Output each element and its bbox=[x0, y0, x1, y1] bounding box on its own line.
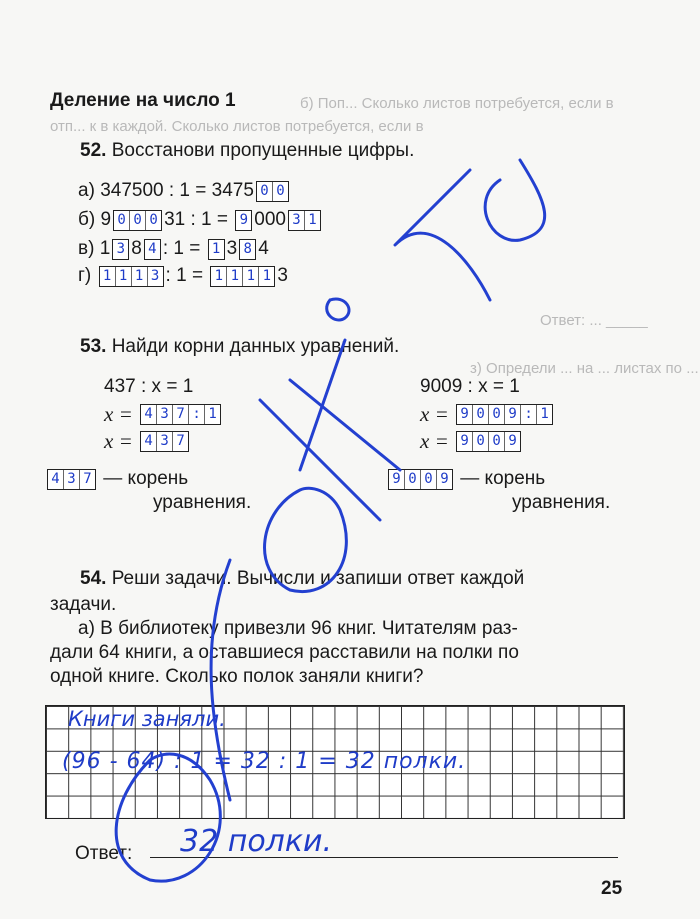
digit-cell: 9 bbox=[239, 211, 248, 228]
digit-cell: 3 bbox=[157, 405, 173, 424]
task-54-a-line2: дали 64 книги, а оставшиеся расставили на полки по bbox=[50, 642, 519, 663]
bleed-text-1: б) Поп... Сколько листов потребуется, если в bbox=[300, 95, 614, 112]
task-54-line2: задачи. bbox=[50, 594, 117, 615]
digit-cell: 0 bbox=[473, 405, 489, 424]
digit-cell: 0 bbox=[473, 432, 489, 451]
digit-cell: 3 bbox=[150, 267, 160, 284]
task-53-text: Найди корни данных уравнений. bbox=[111, 336, 400, 357]
answer-label: Ответ: bbox=[75, 843, 133, 864]
digit-cell: 1 bbox=[132, 267, 148, 286]
x-equals: x = bbox=[104, 402, 133, 426]
bleed-text-3: Ответ: ... _____ bbox=[540, 312, 648, 329]
digit-cell: 9 bbox=[389, 470, 405, 489]
digit-cell: 9 bbox=[505, 405, 521, 424]
row-label: а) bbox=[78, 180, 95, 201]
digit-cell: 4 bbox=[141, 432, 157, 451]
digit-cell: 1 bbox=[211, 240, 221, 257]
scribble-loop bbox=[485, 160, 545, 240]
digit-cell: 3 bbox=[289, 211, 305, 230]
row-text: 31 : 1 = bbox=[164, 209, 228, 230]
digit-cell: 1 bbox=[208, 406, 217, 422]
digit-cell: 3 bbox=[64, 470, 80, 489]
digit-cell: 1 bbox=[308, 211, 317, 228]
x-equals: x = bbox=[104, 429, 133, 453]
bleed-text-2: отп... к в каждой. Сколько листов потребуется, если в bbox=[50, 118, 424, 135]
row-text: 9 bbox=[100, 209, 112, 230]
eq2-root-word: уравнения. bbox=[512, 492, 611, 513]
answer-value: 32 полки. bbox=[180, 824, 333, 859]
row-text: 347500 : 1 = 3475 bbox=[100, 180, 254, 201]
scribble-o-large bbox=[265, 488, 347, 591]
row-text: : 1 = bbox=[162, 238, 201, 259]
row-text: 000 bbox=[254, 209, 286, 230]
x-equals: x = bbox=[420, 402, 449, 426]
digit-cell: 4 bbox=[148, 240, 157, 257]
handwritten-line-2: (96 - 64) : 1 = 32 : 1 = 32 полки. bbox=[62, 749, 467, 774]
digit-cell: 7 bbox=[176, 433, 185, 449]
section-title: Деление на число 1 bbox=[50, 90, 236, 111]
scribble-k bbox=[395, 170, 490, 300]
digit-cell: 9 bbox=[508, 433, 517, 449]
handwritten-line-1: Книги заняли. bbox=[68, 707, 226, 731]
digit-cell: 0 bbox=[149, 211, 158, 228]
task-53-number: 53. bbox=[80, 336, 107, 357]
task-54-number: 54. bbox=[80, 568, 107, 589]
digit-cell: 0 bbox=[130, 211, 146, 230]
digit-cell: 9 bbox=[457, 432, 473, 451]
digit-cell: 7 bbox=[83, 470, 92, 487]
digit-cell: 3 bbox=[157, 432, 173, 451]
digit-cell: 1 bbox=[243, 267, 259, 286]
scribble-stroke-1 bbox=[211, 560, 230, 800]
row-text: 3 bbox=[277, 265, 288, 286]
digit-cell: 0 bbox=[276, 182, 285, 199]
digit-cell: 8 bbox=[243, 240, 252, 257]
page-number: 25 bbox=[601, 878, 623, 899]
eq1-statement: 437 : x = 1 bbox=[104, 376, 194, 397]
task-52-number: 52. bbox=[80, 140, 107, 161]
digit-cell: 0 bbox=[421, 470, 437, 489]
digit-cell: 1 bbox=[211, 267, 227, 286]
row-label: г) bbox=[78, 265, 92, 286]
digit-cell: 1 bbox=[116, 267, 132, 286]
row-text: : 1 = bbox=[165, 265, 204, 286]
row-label: б) bbox=[78, 209, 96, 230]
eq2-statement: 9009 : x = 1 bbox=[420, 376, 520, 397]
digit-cell: 1 bbox=[540, 406, 549, 422]
task-54-a-line1: а) В библиотеку привезли 96 книг. Читателям раз- bbox=[78, 618, 518, 639]
x-equals: x = bbox=[420, 429, 449, 453]
digit-cell: 4 bbox=[48, 470, 64, 489]
row-label: в) bbox=[78, 238, 95, 259]
row-text: 1 bbox=[99, 238, 111, 259]
task-54-line1: Реши задачи. Вычисли и запиши ответ каждой bbox=[111, 568, 525, 589]
bleed-text-4: з) Определи ... на ... листах по ... bbox=[470, 360, 699, 377]
row-text: 3 bbox=[226, 238, 238, 259]
scribble-o-small bbox=[327, 299, 349, 320]
digit-cell: 0 bbox=[489, 405, 505, 424]
digit-cell: 0 bbox=[405, 470, 421, 489]
scribble-cross bbox=[290, 340, 400, 470]
task-54-a-line3: одной книге. Сколько полок заняли книги? bbox=[50, 666, 424, 687]
task-52-text: Восстанови пропущенные цифры. bbox=[111, 140, 415, 161]
digit-cell: : bbox=[189, 405, 205, 424]
digit-cell: 7 bbox=[173, 405, 189, 424]
digit-cell: 9 bbox=[457, 405, 473, 424]
digit-cell: 4 bbox=[141, 405, 157, 424]
digit-cell: 3 bbox=[116, 240, 125, 257]
digit-cell: 1 bbox=[262, 267, 272, 284]
root-label: — корень bbox=[103, 468, 189, 489]
root-label: — корень bbox=[460, 468, 546, 489]
eq1-root-word: уравнения. bbox=[153, 492, 252, 513]
row-text: 8 bbox=[131, 238, 142, 259]
digit-cell: 9 bbox=[440, 470, 449, 487]
scribble-loop-2 bbox=[116, 754, 220, 881]
digit-cell: 0 bbox=[114, 211, 130, 230]
digit-cell: : bbox=[521, 405, 537, 424]
scribble-stroke-2 bbox=[260, 400, 380, 520]
digit-cell: 0 bbox=[257, 182, 273, 201]
digit-cell: 1 bbox=[100, 267, 116, 286]
digit-cell: 0 bbox=[489, 432, 505, 451]
digit-cell: 1 bbox=[227, 267, 243, 286]
row-text: 4 bbox=[258, 238, 269, 259]
